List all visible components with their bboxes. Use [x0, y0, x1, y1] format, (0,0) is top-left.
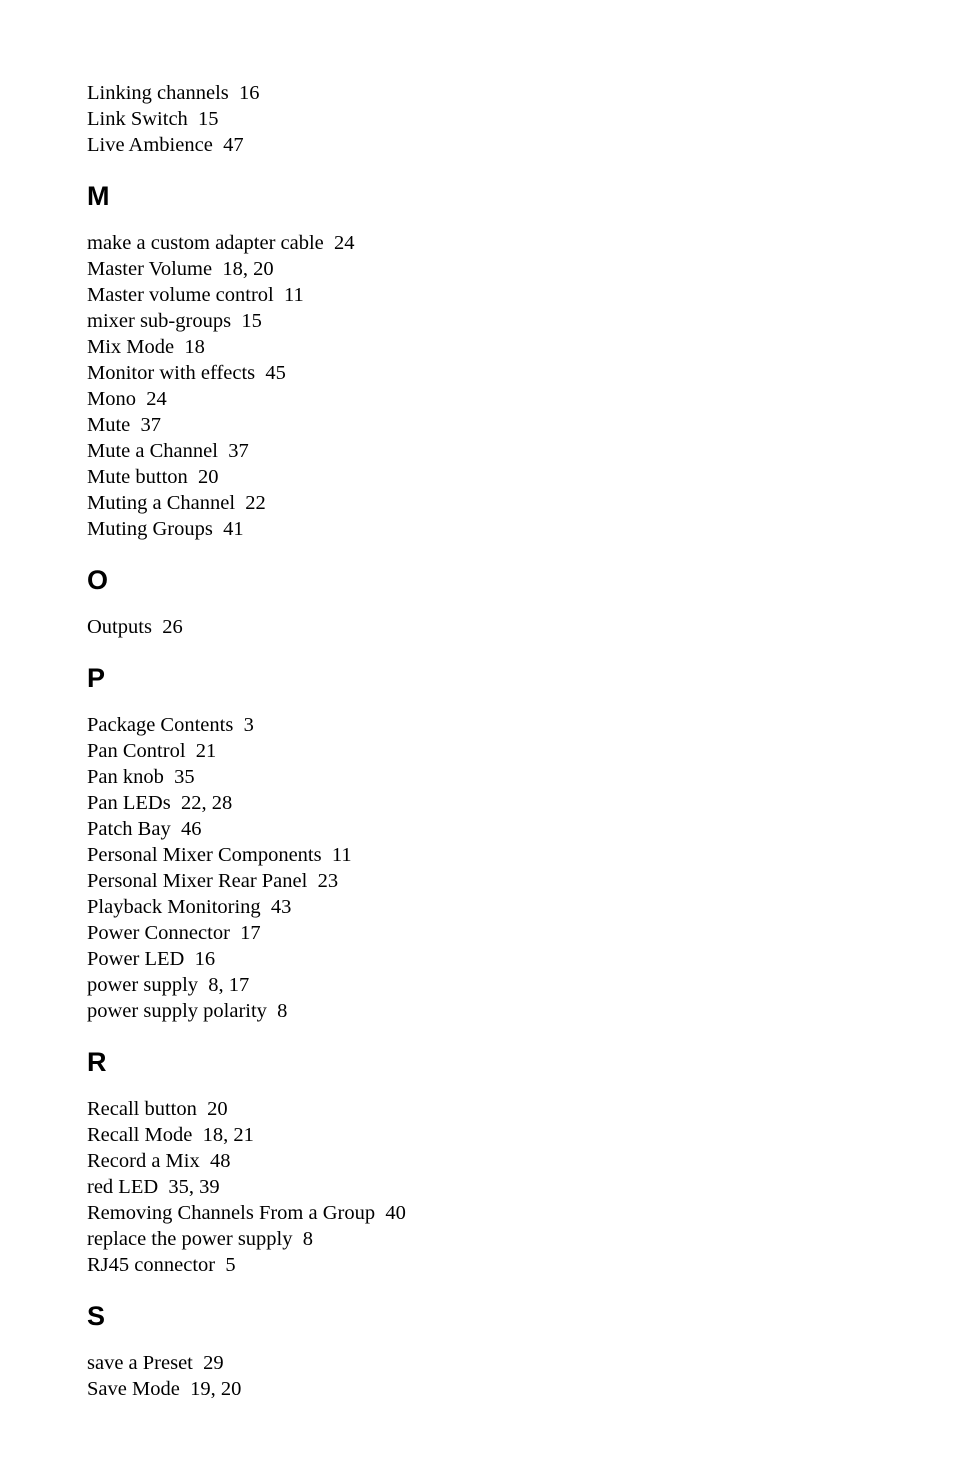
index-page-numbers: 8 — [302, 1228, 313, 1250]
index-page-numbers: 37 — [228, 440, 249, 462]
index-term: power supply — [87, 974, 199, 996]
index-entry — [87, 334, 887, 360]
index-page-numbers: 18, 20 — [222, 258, 274, 280]
index-entry — [87, 868, 887, 894]
index-entry — [87, 1376, 887, 1402]
index-term: Mute button — [87, 466, 188, 488]
index-term: Master Volume — [87, 258, 213, 280]
index-page-numbers: 35, 39 — [168, 1176, 220, 1198]
index-term: Recall button — [87, 1098, 197, 1120]
index-entry — [87, 946, 887, 972]
index-term: Master volume control — [87, 284, 274, 306]
index-entry — [87, 972, 887, 998]
index-group — [87, 1300, 887, 1402]
index-term: Playback Monitoring — [87, 896, 261, 918]
index-entry — [87, 256, 887, 282]
index-group — [87, 1046, 887, 1278]
index-page-numbers: 45 — [265, 362, 286, 384]
index-page-numbers: 47 — [223, 134, 244, 156]
index-term: Muting a Channel — [87, 492, 236, 514]
index-term: Power LED — [87, 948, 185, 970]
index-term: Power Connector — [87, 922, 230, 944]
index-page-numbers: 11 — [331, 844, 352, 866]
index-term: Package Contents — [87, 714, 234, 736]
index-term: red LED — [87, 1176, 159, 1198]
index-term: Personal Mixer Rear Panel — [87, 870, 308, 892]
index-entry — [87, 764, 887, 790]
index-page-numbers: 40 — [385, 1202, 406, 1224]
index-page-numbers: 35 — [174, 766, 195, 788]
index-page-numbers: 24 — [334, 232, 355, 254]
index-term: Link Switch — [87, 108, 188, 130]
index-entry — [87, 386, 887, 412]
index-page-numbers: 18, 21 — [202, 1124, 254, 1146]
index-term: Patch Bay — [87, 818, 171, 840]
index-page-numbers: 20 — [207, 1098, 228, 1120]
index-page-numbers: 20 — [198, 466, 219, 488]
index-entry — [87, 998, 887, 1024]
index-term: Linking channels — [87, 82, 229, 104]
index-page — [87, 80, 887, 1402]
index-entry — [87, 790, 887, 816]
index-entry — [87, 132, 887, 158]
index-term: Monitor with effects — [87, 362, 256, 384]
index-page-numbers: 3 — [243, 714, 254, 736]
index-page-numbers: 11 — [283, 284, 304, 306]
index-term: replace the power supply — [87, 1228, 293, 1250]
index-entry — [87, 516, 887, 542]
index-entry — [87, 1200, 887, 1226]
index-entry — [87, 464, 887, 490]
index-page-numbers: 22 — [245, 492, 266, 514]
index-term: Mute — [87, 414, 131, 436]
index-entry — [87, 106, 887, 132]
index-entry — [87, 490, 887, 516]
index-letter-heading: O — [87, 565, 109, 595]
index-page-numbers: 22, 28 — [180, 792, 233, 814]
index-page-numbers: 16 — [239, 82, 260, 104]
index-term: RJ45 connector — [87, 1254, 216, 1276]
index-term: mixer sub-groups — [87, 310, 232, 332]
index-letter-heading: M — [87, 181, 110, 211]
index-entry — [87, 1148, 887, 1174]
index-entry — [87, 816, 887, 842]
index-entry — [87, 1174, 887, 1200]
index-term: Save Mode — [87, 1378, 180, 1400]
index-entry — [87, 1252, 887, 1278]
index-term: Pan Control — [87, 740, 186, 762]
index-entry — [87, 1122, 887, 1148]
index-entry — [87, 282, 887, 308]
index-term: make a custom adapter cable — [87, 232, 324, 254]
index-term: Pan knob — [87, 766, 164, 788]
index-group — [87, 180, 887, 542]
index-page-numbers: 26 — [162, 616, 183, 638]
index-term: Mix Mode — [87, 336, 175, 358]
index-page-numbers: 17 — [240, 922, 261, 944]
index-page-numbers: 19, 20 — [190, 1378, 242, 1400]
index-page-numbers: 24 — [146, 388, 167, 410]
index-entry — [87, 712, 887, 738]
index-page-numbers: 29 — [203, 1352, 224, 1374]
index-page-numbers: 5 — [225, 1254, 236, 1276]
index-entry — [87, 230, 887, 256]
index-entry — [87, 1096, 887, 1122]
index-page-numbers: 18 — [184, 336, 205, 358]
index-term: Removing Channels From a Group — [87, 1202, 376, 1224]
index-page-numbers: 46 — [180, 818, 202, 840]
index-page-numbers: 21 — [195, 740, 217, 762]
index-term: Pan LEDs — [87, 792, 171, 814]
index-term: Outputs — [87, 616, 152, 638]
index-entry — [87, 308, 887, 334]
index-page-numbers: 15 — [241, 310, 262, 332]
index-entry — [87, 920, 887, 946]
index-page-numbers: 48 — [209, 1150, 231, 1172]
index-entry — [87, 80, 887, 106]
index-group — [87, 80, 887, 158]
index-term: save a Preset — [87, 1352, 193, 1374]
index-page-numbers: 41 — [223, 518, 244, 540]
index-term: Record a Mix — [87, 1150, 200, 1172]
index-entry — [87, 842, 887, 868]
index-entry — [87, 360, 887, 386]
index-entry — [87, 1350, 887, 1376]
index-letter-heading: R — [87, 1047, 107, 1077]
index-page-numbers: 37 — [140, 414, 162, 436]
index-term: Muting Groups — [87, 518, 213, 540]
index-page-numbers: 43 — [270, 896, 292, 918]
index-term: Recall Mode — [87, 1124, 193, 1146]
index-term: power supply polarity — [87, 1000, 267, 1022]
index-entry — [87, 614, 887, 640]
index-entry — [87, 738, 887, 764]
index-page-numbers: 15 — [198, 108, 219, 130]
index-group — [87, 564, 887, 640]
index-letter-heading: P — [87, 663, 106, 693]
index-entry — [87, 438, 887, 464]
index-term: Live Ambience — [87, 134, 213, 156]
index-entry — [87, 894, 887, 920]
index-term: Mono — [87, 388, 136, 410]
index-page-numbers: 8 — [277, 1000, 288, 1022]
index-term: Mute a Channel — [87, 440, 218, 462]
index-page-numbers: 8, 17 — [208, 974, 250, 996]
index-letter-heading: S — [87, 1301, 106, 1331]
index-page-numbers: 23 — [317, 870, 339, 892]
index-entry — [87, 412, 887, 438]
index-page-numbers: 16 — [194, 948, 216, 970]
index-entry — [87, 1226, 887, 1252]
index-group — [87, 662, 887, 1024]
index-term: Personal Mixer Components — [87, 844, 322, 866]
